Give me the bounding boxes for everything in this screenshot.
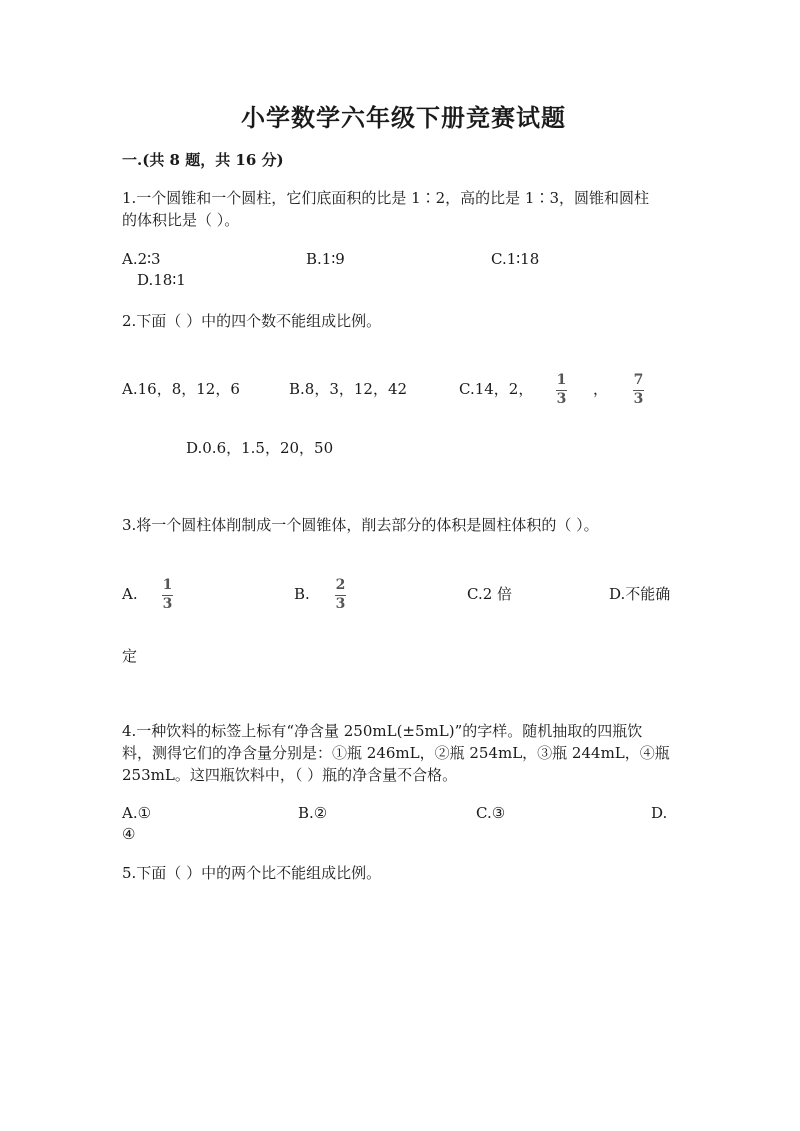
question-1-option-a[interactable]: A.2∶3 (122, 250, 161, 268)
question-3-option-a-fraction (162, 578, 173, 612)
question-5-stem: 5.下面（ ）中的两个比不能组成比例。 (122, 864, 382, 882)
page-title: 小学数学六年级下册竞赛试题 (241, 103, 566, 132)
question-3-option-d-continued: 定 (122, 647, 138, 665)
question-4-option-d[interactable]: D. (651, 804, 668, 822)
question-2-option-c-fraction-2 (633, 373, 644, 407)
question-3-option-d[interactable]: D.不能确 (609, 585, 671, 603)
fraction-numerator: 7 (633, 372, 644, 388)
fraction-numerator: 2 (335, 577, 346, 593)
section-header: 一.(共 8 题，共 16 分) (122, 151, 284, 169)
fraction-denominator: 3 (633, 391, 644, 407)
question-4-option-c[interactable]: C.③ (476, 804, 506, 822)
fraction-denominator: 3 (162, 596, 173, 612)
fraction-denominator: 3 (556, 391, 567, 407)
fraction-numerator: 1 (162, 577, 173, 593)
question-2-option-a[interactable]: A.16，8，12，6 (122, 380, 240, 398)
question-2-option-d[interactable]: D.0.6，1.5，20，50 (186, 439, 334, 457)
question-3-option-b-fraction (335, 578, 346, 612)
question-2-stem: 2.下面（ ）中的四个数不能组成比例。 (122, 312, 382, 330)
question-2-option-c[interactable]: C.14，2， (459, 380, 534, 398)
question-2-option-c-fraction-1 (556, 373, 567, 407)
question-4-stem-line-3: 253mL。这四瓶饮料中，（ ）瓶的净含量不合格。 (122, 766, 458, 784)
fraction-numerator: 1 (556, 372, 567, 388)
question-3-option-c[interactable]: C.2 倍 (467, 585, 513, 603)
question-4-option-d-continued: ④ (122, 825, 136, 843)
question-4-stem-line-1: 4.一种饮料的标签上标有“净含量 250mL(±5mL)”的字样。随机抽取的四瓶饮 (122, 722, 643, 740)
question-4-option-a[interactable]: A.① (122, 804, 152, 822)
question-4-option-b[interactable]: B.② (298, 804, 328, 822)
question-2-option-b[interactable]: B.8，3，12，42 (289, 380, 408, 398)
question-1-option-d[interactable]: D.18∶1 (137, 271, 186, 289)
question-1-stem-line-2: 的体积比是（ ）。 (122, 211, 240, 229)
question-3-stem: 3.将一个圆柱体削制成一个圆锥体，削去部分的体积是圆柱体积的（ ）。 (122, 516, 599, 534)
question-3-option-b[interactable]: B. (294, 585, 310, 603)
question-1-option-b[interactable]: B.1∶9 (306, 250, 345, 268)
question-3-option-a[interactable]: A. (122, 585, 138, 603)
question-1-stem-line-1: 1.一个圆锥和一个圆柱，它们底面积的比是 1∶2，高的比是 1∶3，圆锥和圆柱 (122, 189, 650, 207)
question-4-stem-line-2: 料，测得它们的净含量分别是：①瓶 246mL，②瓶 254mL，③瓶 244mL，④瓶 (122, 744, 670, 762)
fraction-denominator: 3 (335, 596, 346, 612)
question-1-option-c[interactable]: C.1∶18 (491, 250, 540, 268)
question-2-option-c-separator: ， (593, 380, 609, 398)
